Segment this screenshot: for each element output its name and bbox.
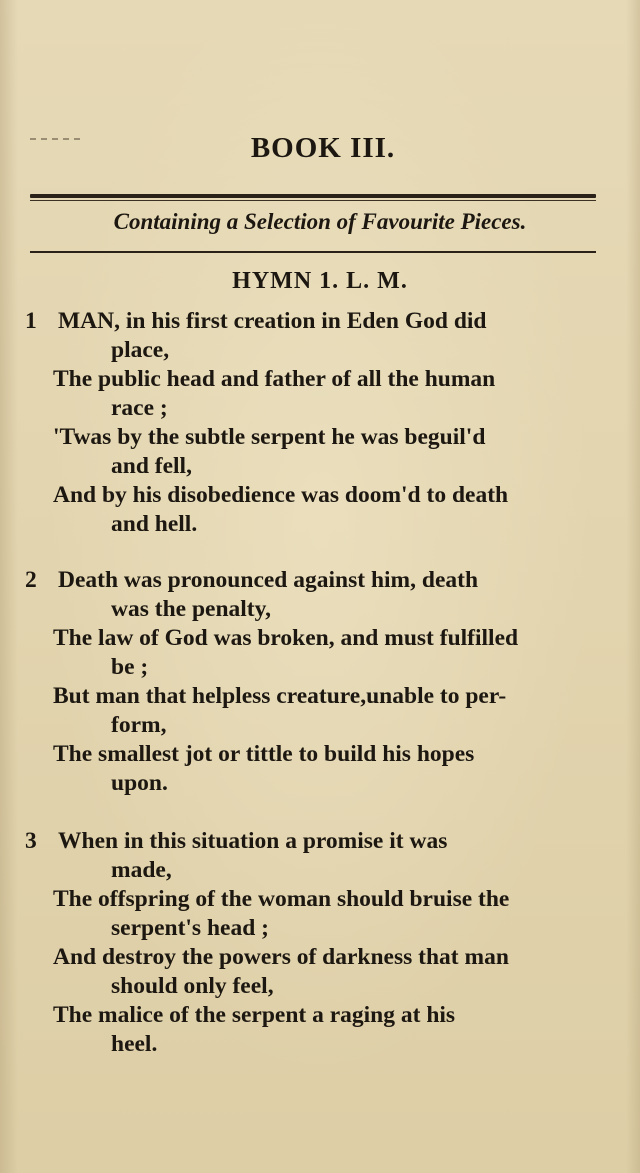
- stanza-number: 3: [25, 828, 37, 854]
- stanza-number: 1: [25, 308, 37, 334]
- stanza-line: made,: [111, 857, 172, 883]
- stanza-3: [0, 827, 640, 1059]
- line-text: MAN, in his first creation in Eden God did: [58, 308, 487, 334]
- line-text: When in this situation a promise it was: [58, 828, 448, 854]
- stanza-line: race ;: [111, 395, 168, 421]
- stanza-line: upon.: [111, 770, 168, 796]
- stanza-line: 'Twas by the subtle serpent he was beguil'd: [53, 424, 486, 450]
- hymn-title: HYMN 1. L. M.: [232, 268, 408, 294]
- stanza-line: But man that helpless creature,unable to per-: [53, 683, 507, 709]
- stanza-number: 2: [25, 567, 37, 593]
- book-title: BOOK III.: [250, 132, 396, 164]
- section-subtitle: Containing a Selection of Favourite Pieces.: [113, 209, 527, 234]
- stanza-line: And destroy the powers of darkness that man: [53, 944, 509, 970]
- stanza-line: The malice of the serpent a raging at his: [53, 1002, 456, 1028]
- stanza-2: [0, 566, 640, 798]
- stanza-line: was the penalty,: [111, 596, 271, 622]
- stanza-line: place,: [111, 337, 170, 363]
- rule-below-subtitle: [30, 251, 596, 253]
- stanza-line: should only feel,: [111, 973, 274, 999]
- ornamental-rule: [30, 194, 596, 198]
- stanza-line: [0, 307, 640, 336]
- stanza-line: serpent's head ;: [111, 915, 269, 941]
- stanza-line: The smallest jot or tittle to build his hopes: [53, 741, 475, 767]
- stanza-line: The offspring of the woman should bruise the: [53, 886, 510, 912]
- stanza-line: The law of God was broken, and must fulfilled: [53, 625, 519, 651]
- stanza-line: And by his disobedience was doom'd to death: [53, 482, 509, 508]
- stanza-1: [0, 307, 640, 539]
- stanza-line: form,: [111, 712, 167, 738]
- stanza-line: heel.: [111, 1031, 158, 1057]
- line-text: Death was pronounced against him, death: [58, 567, 479, 593]
- rule-thin: [30, 200, 596, 201]
- stanza-line: and fell,: [111, 453, 192, 479]
- stanza-line: and hell.: [111, 511, 198, 537]
- stanza-line: [0, 566, 640, 595]
- stanza-line: be ;: [111, 654, 149, 680]
- stanza-line: The public head and father of all the human: [53, 366, 496, 392]
- stanza-line: [0, 827, 640, 856]
